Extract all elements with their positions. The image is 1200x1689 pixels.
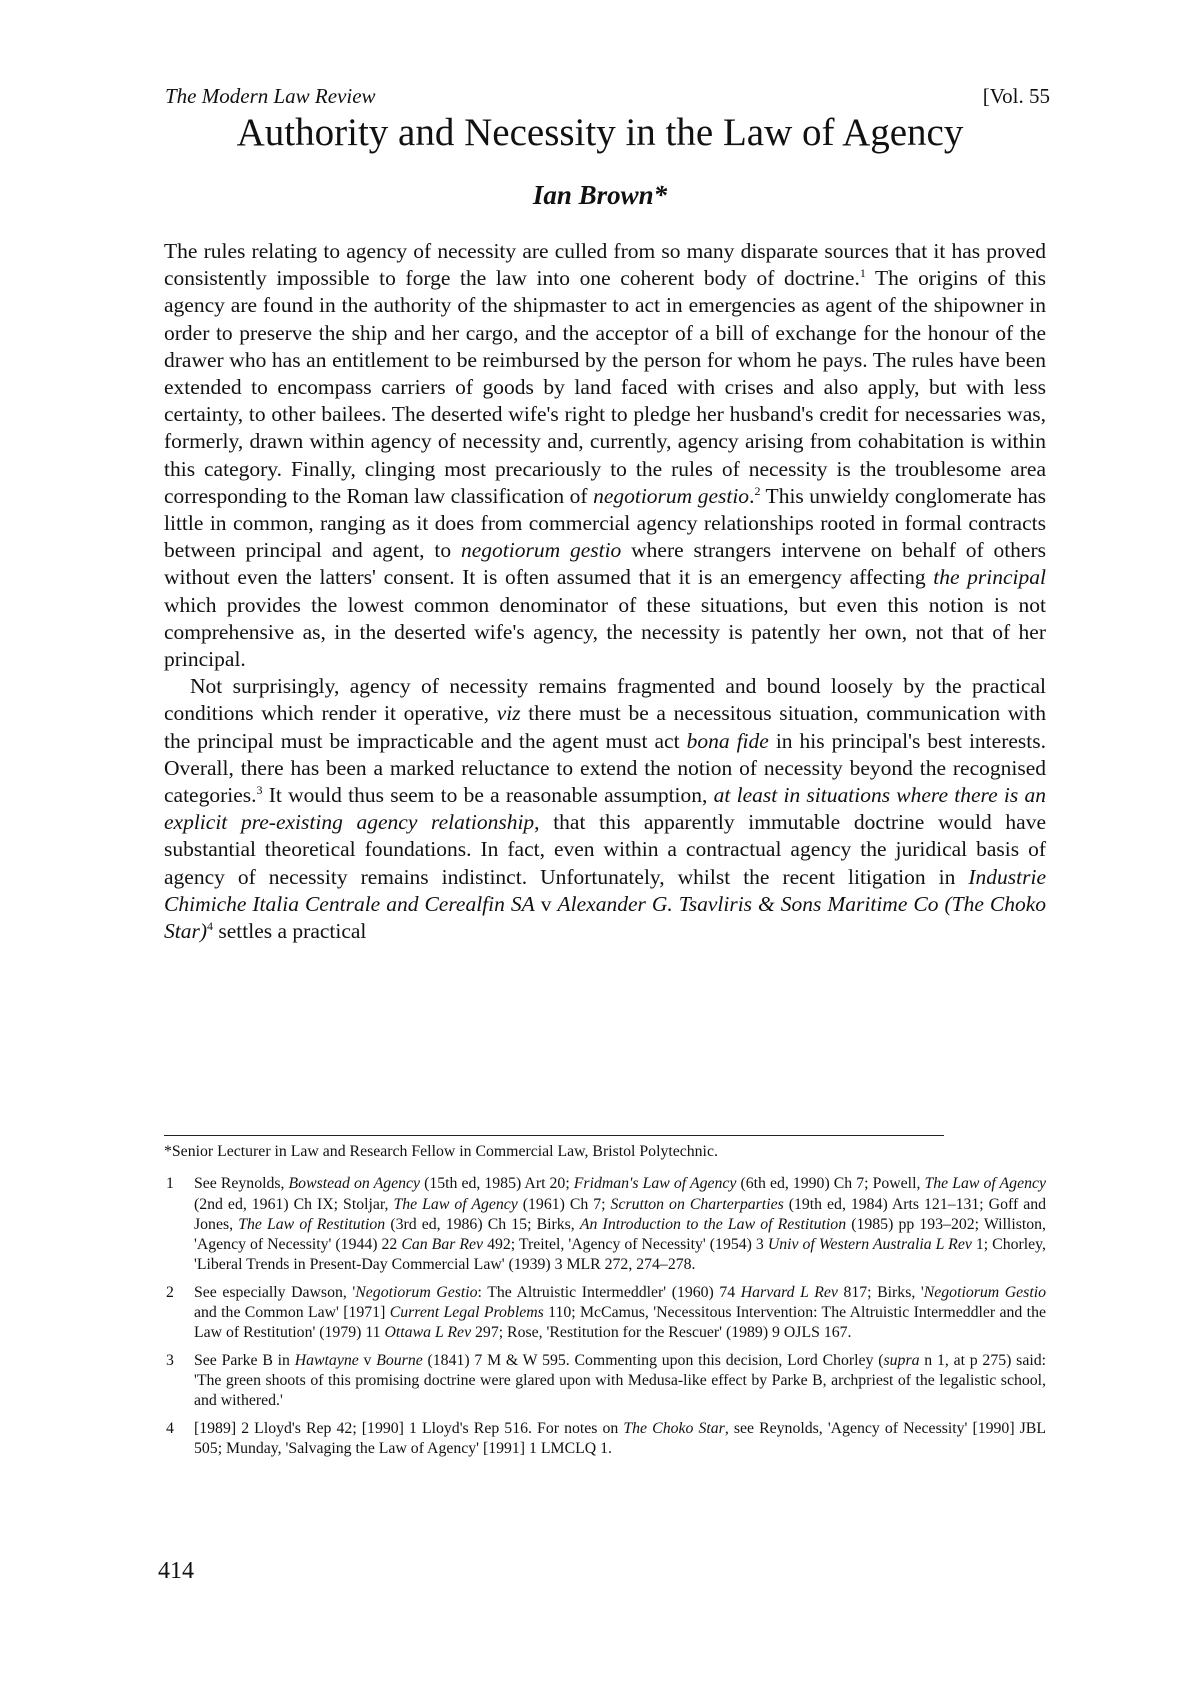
- text-run: (6th ed, 1990) Ch 7; Powell,: [736, 1175, 925, 1193]
- text-run: where strangers intervene on behalf of others without even the latters' consent. It is often assumed that it is an emergency affecting: [164, 538, 1046, 590]
- italic-text: The Law of Restitution: [238, 1215, 386, 1233]
- italic-text: The Law of Agency: [393, 1195, 518, 1213]
- footnote-text: [194, 1283, 1046, 1344]
- footnote-number: 2: [166, 1283, 174, 1301]
- footnote: [164, 1419, 1046, 1460]
- italic-text: negotiorum gestio: [593, 483, 750, 508]
- text-run: , that this apparently immutable doctrine would have substantial theoretical foundations. In fact, even within a contractual agency the juridical basis of agency of necessity remains indistinct. Unfortunately, whilst the recent litigation in: [164, 810, 1046, 889]
- footnote: [164, 1351, 1046, 1412]
- volume-label: [Vol. 55: [982, 84, 1050, 108]
- journal-title: The Modern Law Review: [165, 84, 376, 108]
- text-run: n 1, at p 275) said: 'The green shoots of this promising doctrine were glared upon with Medusa-like effect by Parke B, archpriest of the legalistic school, and withered.': [194, 1351, 1047, 1410]
- italic-text: Current Legal Problems: [389, 1304, 544, 1322]
- text-run: and the Common Law' [1971]: [194, 1304, 390, 1322]
- italic-text: Ottawa L Rev: [384, 1324, 472, 1342]
- text-run: 492; Treitel, 'Agency of Necessity' (1954) 3: [483, 1236, 768, 1254]
- text-run: 1; Chorley, 'Liberal Trends in Present-Day Commercial Law' (1939) 3 MLR 272, 274–278.: [194, 1236, 1046, 1274]
- text-run: It would thus seem to be a reasonable assumption,: [262, 783, 714, 808]
- italic-text: The Law of Agency: [924, 1175, 1047, 1193]
- footnote-text: [194, 1419, 1046, 1460]
- footnote-text: [194, 1174, 1046, 1275]
- text-run: v: [534, 891, 558, 916]
- body-paragraph: [164, 238, 1046, 673]
- text-run: .: [749, 483, 755, 508]
- text-run: v: [358, 1351, 377, 1369]
- footnote-text: [194, 1351, 1046, 1412]
- text-run: This unwieldy conglomerate has little in common, ranging as it does from commercial agency relationships rooted in formal contracts between principal and agent, to: [164, 483, 1046, 563]
- italic-text: Bourne: [376, 1351, 423, 1369]
- italic-text: viz: [496, 701, 521, 726]
- text-run: , see Reynolds, 'Agency of Necessity' [1990] JBL 505; Munday, 'Salvaging the Law of Agency' [1991] 1 LMCLQ 1.: [194, 1419, 1046, 1457]
- text-run: in his principal's best interests. Overall, there has been a marked reluctance to extend the notion of necessity beyond the recognised categories.: [164, 728, 1046, 808]
- footnote-reference: 2: [754, 483, 761, 498]
- italic-text: Bowstead on Agency: [288, 1175, 421, 1193]
- footnote: [164, 1174, 1046, 1275]
- footnote-number: 3: [166, 1351, 174, 1369]
- italic-text: Negotiorum Gestio: [355, 1283, 478, 1301]
- article-body: [164, 238, 1046, 945]
- text-run: The rules relating to agency of necessity are culled from so many disparate sources that it has proved consistently impossible to forge the law into one coherent body of doctrine.: [164, 239, 1046, 291]
- italic-text: the principal: [933, 565, 1046, 590]
- italic-text: Fridman's Law of Agency: [573, 1175, 737, 1193]
- text-run: (15th ed, 1985) Art 20;: [420, 1175, 574, 1193]
- text-run: See Parke B in: [194, 1351, 295, 1369]
- italic-text: Industrie Chimiche Italia Centrale and Cerealfin SA: [164, 864, 1046, 916]
- footnote-reference: 4: [207, 919, 213, 934]
- text-run: [1989] 2 Lloyd's Rep 42; [1990] 1 Lloyd's Rep 516. For notes on: [194, 1419, 624, 1437]
- article-author: Ian Brown*: [532, 180, 668, 210]
- footnote: [164, 1283, 1046, 1344]
- text-run: settles a practical: [213, 919, 367, 944]
- text-run: (19th ed, 1984) Arts 121–131; Goff and Jones,: [194, 1195, 1047, 1233]
- italic-text: Negotiorum Gestio: [923, 1283, 1047, 1301]
- text-run: (1961) Ch 7;: [517, 1195, 611, 1213]
- text-run: See Reynolds,: [194, 1175, 289, 1193]
- text-run: which provides the lowest common denominator of these situations, but even this notion is not comprehensive as, in the deserted wife's agency, the necessity is patently her own, not that of her principal.: [164, 592, 1046, 672]
- text-run: : The Altruistic Intermeddler' (1960) 74: [477, 1283, 741, 1301]
- italic-text: negotiorum gestio: [460, 538, 622, 563]
- footnotes-section: [164, 1142, 1046, 1466]
- footnote-reference: 1: [859, 266, 866, 281]
- italic-text: Harvard L Rev: [740, 1283, 838, 1301]
- italic-text: Hawtayne: [294, 1351, 359, 1369]
- italic-text: Scrutton on Charterparties: [610, 1195, 784, 1213]
- italic-text: An Introduction to the Law of Restitution: [579, 1215, 847, 1233]
- text-run: Not surprisingly, agency of necessity remains fragmented and bound loosely by the practical conditions which render it operative,: [164, 674, 1046, 726]
- running-head: [165, 84, 1050, 109]
- italic-text: Univ of Western Australia L Rev: [767, 1236, 972, 1254]
- text-run: (1841) 7 M & W 595. Commenting upon this decision, Lord Chorley (: [422, 1351, 884, 1369]
- italic-text: The Choko Star: [623, 1419, 725, 1437]
- italic-text: Can Bar Rev: [401, 1236, 484, 1254]
- text-run: (1985) pp 193–202; Williston, 'Agency of Necessity' (1944) 22: [194, 1215, 1046, 1254]
- italic-text: Alexander G. Tsavliris & Sons Maritime Co (The Choko Star): [164, 891, 1046, 944]
- footnote-reference: 3: [256, 783, 263, 798]
- text-run: The origins of this agency are found in the authority of the shipmaster to act in emergencies as agent of the shipowner in order to preserve the ship and her cargo, and the acceptor of a bill of exchange for the honour of the drawer who has an entitlement to be reimbursed by the person for whom he pays. The rules have been extended to encompass carriers of goods by land faced with crises and also apply, but with less certainty, to other bailees. The deserted wife's right to pledge her husband's credit for necessaries was, formerly, drawn within agency of necessity and, currently, agency arising from cohabitation is within this category. Finally, clinging most precariously to the rules of necessity is the troublesome area corresponding to the Roman law classification of: [164, 266, 1046, 508]
- text-run: 817; Birks, ': [837, 1283, 924, 1301]
- text-run: 110; McCamus, 'Necessitous Intervention: The Altruistic Intermeddler and the Law of Restitution' (1979) 11: [194, 1304, 1046, 1342]
- text-run: See especially Dawson, ': [194, 1283, 356, 1301]
- body-paragraph: [164, 673, 1046, 945]
- article-title: Authority and Necessity in the Law of Agency: [236, 111, 964, 154]
- italic-text: supra: [883, 1351, 920, 1369]
- text-run: there must be a necessitous situation, communication with the principal must be impracticable and the agent must act: [164, 701, 1046, 753]
- text-run: (2nd ed, 1961) Ch IX; Stoljar,: [194, 1195, 394, 1213]
- text-run: 297; Rose, 'Restitution for the Rescuer' (1989) 9 OJLS 167.: [471, 1324, 852, 1342]
- footnote-number: 1: [166, 1175, 174, 1193]
- footnote-divider: [164, 1135, 944, 1136]
- page-number: 414: [158, 1558, 194, 1584]
- footnote-number: 4: [166, 1419, 174, 1437]
- author-affiliation-note: *Senior Lecturer in Law and Research Fellow in Commercial Law, Bristol Polytechnic.: [164, 1143, 718, 1160]
- text-run: (3rd ed, 1986) Ch 15; Birks,: [385, 1215, 580, 1233]
- italic-text: at least in situations where there is an explicit pre-existing agency relationship: [164, 783, 1046, 835]
- italic-text: bona fide: [686, 728, 769, 753]
